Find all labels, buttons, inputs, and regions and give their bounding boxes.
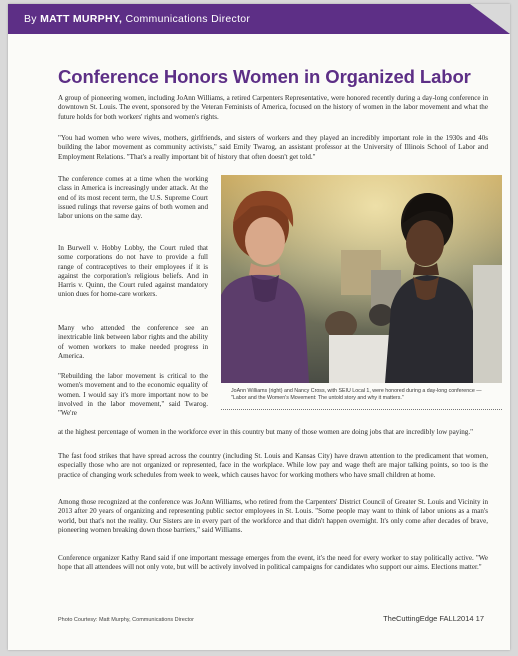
page-number: 17: [475, 614, 484, 623]
caption-divider: [221, 409, 502, 410]
conference-photo: [221, 175, 502, 383]
paragraph-8: Among those recognized at the conference was JoAnn Williams, who retired from the Carpenters' District Council of Greater St. Louis and Vicinity in 2013 after 20 years of organizing and representing public sector employees in St. Louis. "Some people may want to think of labor unions as a man's world, but that's not the reality. Our Sisters are in every part of the workforce and that didn't happen overnight. It's only come after decades of brave, pioneering women breaking down those barriers," said Williams.: [58, 498, 488, 534]
page-footer: [383, 614, 484, 623]
byline-prefix: By: [24, 13, 37, 25]
paragraph-2: "You had women who were wives, mothers, girlfriends, and sisters of workers and they played an incredibly important role in the 1930s and 40s building the labor movement as community activists," said Emily Twarog, an assistant professor at the University of Illinois School of Labor and Employment Relations. "That's a really important bit of history that often doesn't get told.": [58, 134, 488, 161]
byline-role: Communications Director: [125, 13, 251, 25]
paragraph-4: In Burwell v. Hobby Lobby, the Court ruled that some corporations do not have to provide a full range of contraceptives to their employees if it is against the corporation's religious beliefs. And in Harris v. Quinn, the Court ruled against mandatory union dues for home-care workers.: [58, 244, 208, 299]
paragraph-9: Conference organizer Kathy Rand said if one important message emerges from the event, it's the need for every worker to stay politically active. "We hope that all attendees will not only vote, but will be actively involved in political campaigns for candidates who support our aims. Elections matter.": [58, 554, 488, 572]
paragraph-6-column: "Rebuilding the labor movement is critical to the women's movement and to the economic equality of women. I would say it's more important now to be involved in the labor movement," said Twarog. "We're: [58, 372, 208, 418]
byline-name: MATT MURPHY,: [40, 13, 123, 25]
photo-credit: Photo Courtesy: Matt Murphy, Communications Director: [58, 617, 194, 623]
publication-name: TheCuttingEdge FALL2014: [383, 614, 474, 623]
article-title: Conference Honors Women in Organized Labor: [58, 66, 471, 87]
paragraph-7: The fast food strikes that have spread across the country (including St. Louis and Kansas City) have drawn attention to the predicament that women, especially those who are not organized or represented, face in the workplace. While low pay and wage theft are major talking points, so too is the practice of changing work schedules from week to week, which causes havoc for working mothers who have small children at home.: [58, 452, 488, 479]
paragraph-6-continued: at the highest percentage of women in the workforce ever in this country but many of those women are doing jobs that are incredibly low paying.": [58, 428, 474, 436]
paragraph-5: Many who attended the conference see an inextricable link between labor rights and the ability of women workers to make needed progress in America.: [58, 324, 208, 360]
byline-corner-cut: [470, 4, 510, 34]
byline: [24, 13, 250, 25]
magazine-page: [8, 4, 510, 650]
paragraph-3: The conference comes at a time when the working class in America is increasingly under attack. At the end of its most recent term, the U.S. Supreme Court issued rulings that reverse gains of both women and labor unions on the same day.: [58, 175, 208, 221]
paragraph-1: A group of pioneering women, including JoAnn Williams, a retired Carpenters Representative, were honored recently during a day-long conference in downtown St. Louis. The event, sponsored by the Veteran Feminists of America, focused on the history of women in the labor movement and what the future holds for both workers' rights and women's rights.: [58, 94, 488, 121]
photo-caption: JoAnn Williams (right) and Nancy Cross, with SEIU Local 1, were honored during a day-long conference — "Labor and the Women's Movement: The untold story and why it matters.": [231, 388, 482, 402]
